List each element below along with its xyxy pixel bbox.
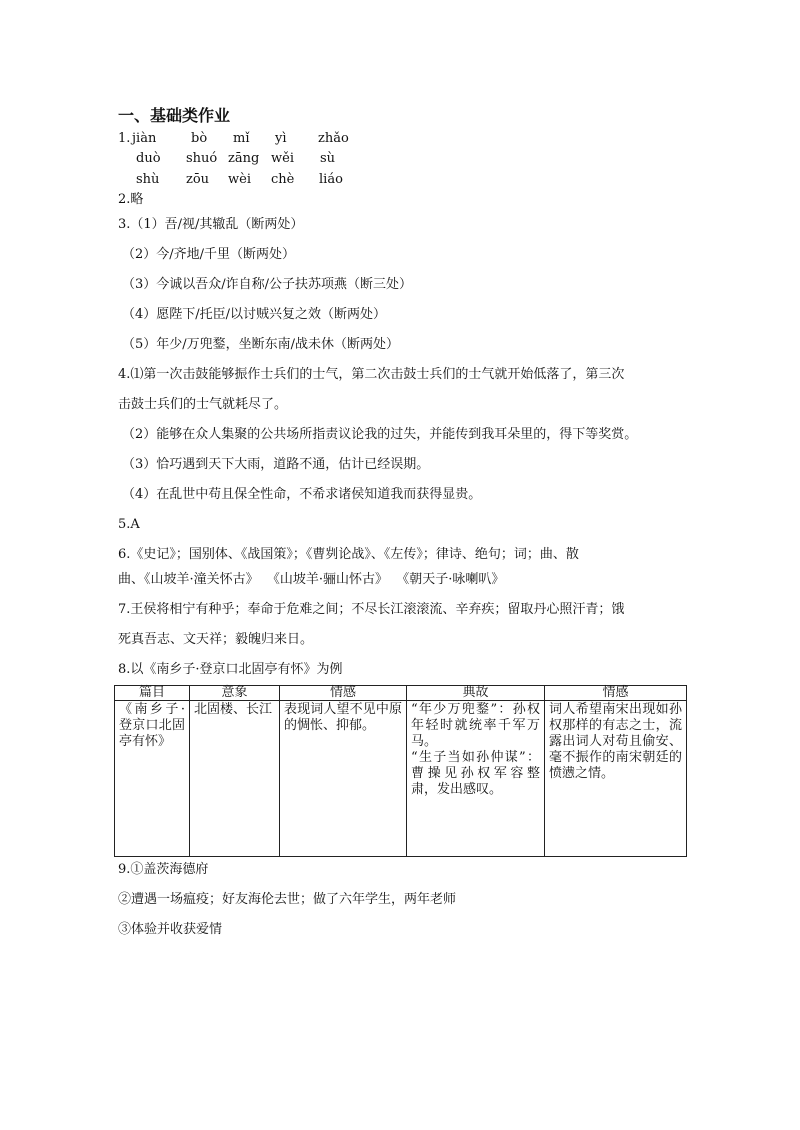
table-header: 情感 xyxy=(545,686,687,701)
answer-line: 2.略 xyxy=(118,192,144,207)
pinyin: zōu xyxy=(186,172,210,187)
answer-line: ②遭遇一场瘟疫；好友海伦去世；做了六年学生，两年老师 xyxy=(118,892,457,907)
table-header: 典故 xyxy=(407,686,545,701)
pinyin: shù xyxy=(136,172,160,187)
table-cell: 词人希望南宋出现如孙权那样的有志之士，流露出词人对苟且偷安、毫不振作的南宋朝廷的愤懑之情。 xyxy=(545,701,687,857)
pinyin: mǐ xyxy=(233,131,250,146)
q1-label: 1. xyxy=(118,131,131,146)
table-header: 篇目 xyxy=(115,686,190,701)
pinyin: jiàn xyxy=(132,131,157,146)
table-header-row xyxy=(115,686,687,701)
section-heading: 一、基础类作业 xyxy=(118,106,231,125)
analysis-table xyxy=(114,685,687,857)
pinyin: shuó xyxy=(186,151,218,166)
answer-line: （5）年少/万兜鍪，坐断东南/战未休（断两处） xyxy=(122,337,400,352)
table-header: 意象 xyxy=(190,686,280,701)
answer-line: （2）今/齐地/千里（断两处） xyxy=(122,247,296,262)
answer-line: （4）在乱世中苟且保全性命，不希求诸侯知道我而获得显贵。 xyxy=(122,487,482,502)
table-cell: “年少万兜鍪”：孙权年轻时就统率千军万马。 “生子当如孙仲谋”：曹操见孙权军容整肃，发出感叹。 xyxy=(407,701,545,857)
pinyin: duò xyxy=(136,151,161,166)
pinyin: sù xyxy=(320,151,336,166)
answer-line: 6.《史记》；国别体、《战国策》；《曹刿论战》、《左传》；律诗、绝句；词；曲、散 xyxy=(118,547,579,562)
answer-line: （3）恰巧遇到天下大雨，道路不通，估计已经误期。 xyxy=(122,457,430,472)
pinyin: yì xyxy=(275,131,287,146)
answer-line: （2）能够在众人集聚的公共场所指责议论我的过失，并能传到我耳朵里的，得下等奖赏。 xyxy=(122,427,638,442)
pinyin: wèi xyxy=(228,172,251,187)
pinyin: zhǎo xyxy=(318,131,349,146)
answer-line: （4）愿陛下/托臣/以讨贼兴复之效（断两处） xyxy=(122,307,387,322)
table-row xyxy=(115,701,687,857)
answer-line: 9.①盖茨海德府 xyxy=(118,862,209,877)
answer-line: 3.（1）吾/视/其辙乱（断两处） xyxy=(118,217,304,232)
answer-line: 5.A xyxy=(118,517,140,532)
table-cell: 《南乡子·登京口北固亭有怀》 xyxy=(115,701,190,857)
answer-line: 死真吾志、文天祥；毅魄归来日。 xyxy=(118,632,314,647)
pinyin: liáo xyxy=(319,172,343,187)
answer-line: 4.⑴第一次击鼓能够振作士兵们的士气，第二次击鼓士兵们的士气就开始低落了，第三次 xyxy=(118,367,625,382)
answer-line: 8.以《南乡子·登京口北固亭有怀》为例 xyxy=(118,662,343,677)
answer-line: 7.王侯将相宁有种乎；奉命于危难之间；不尽长江滚滚流、辛弃疾；留取丹心照汗青；饿 xyxy=(118,602,625,617)
answer-line: ③体验并收获爱情 xyxy=(118,922,223,937)
pinyin: zāng xyxy=(228,151,260,166)
pinyin: chè xyxy=(271,172,295,187)
table-header: 情感 xyxy=(280,686,407,701)
pinyin: wěi xyxy=(271,151,294,166)
answer-line: （3）今诚以吾众/诈自称/公子扶苏项燕（断三处） xyxy=(122,277,413,292)
answer-line: 击鼓士兵们的士气就耗尽了。 xyxy=(118,397,288,412)
table-cell: 表现词人望不见中原的惆怅、抑郁。 xyxy=(280,701,407,857)
pinyin: bò xyxy=(191,131,208,146)
answer-line: 曲、《山坡羊·潼关怀古》 《山坡羊·骊山怀古》 《朝天子·咏喇叭》 xyxy=(118,572,505,587)
table-cell: 北固楼、长江 xyxy=(190,701,280,857)
